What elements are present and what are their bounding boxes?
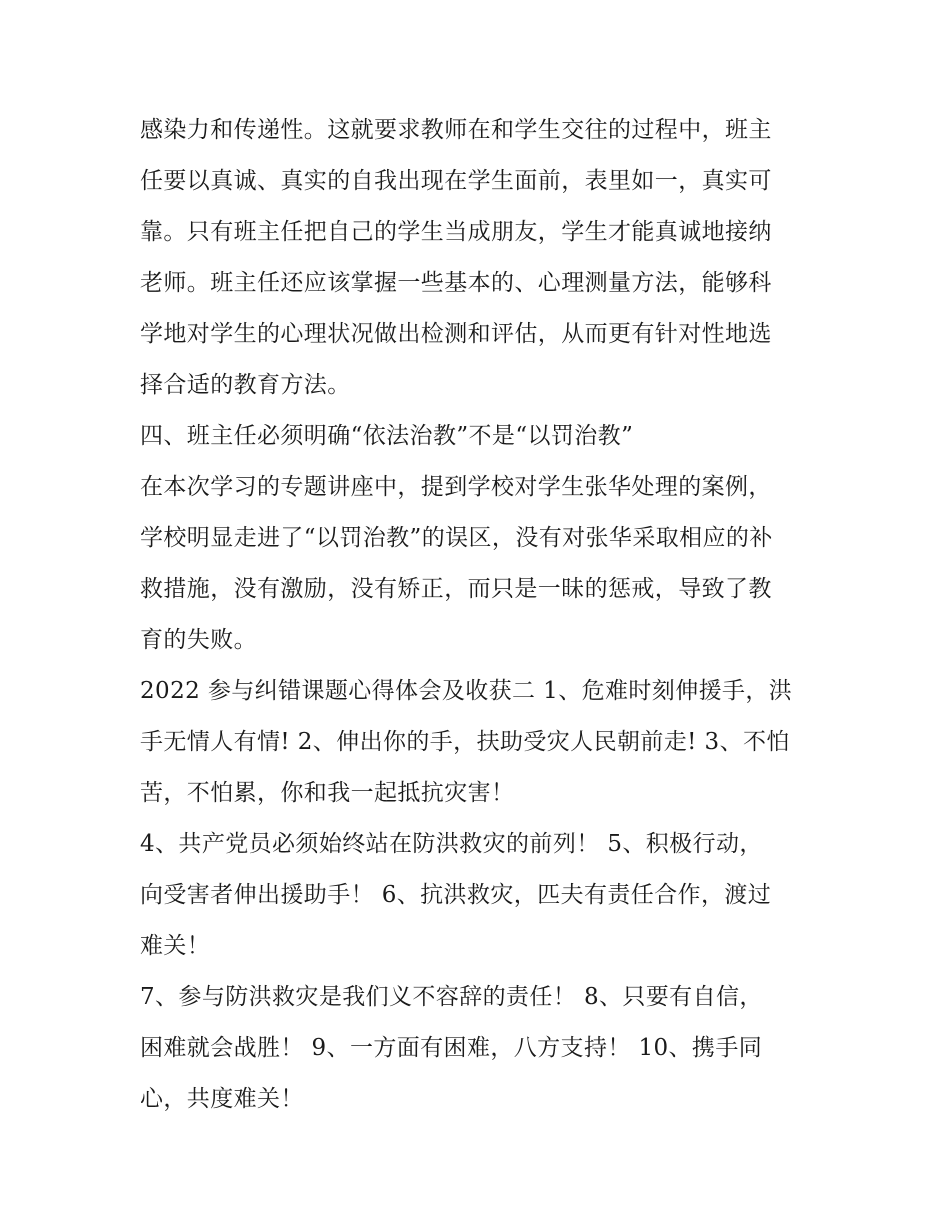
text-line: 手无情人有情! 2、伸出你的手，扶助受灾人民朝前走! 3、不怕 [140, 729, 790, 755]
paragraph-3 [140, 462, 820, 666]
text-line: 任要以真诚、真实的自我出现在学生面前，表里如一，真实可 [140, 168, 772, 194]
text-line: 择合适的教育方法。 [140, 372, 351, 398]
paragraph-5 [140, 819, 820, 972]
text-line: 老师。班主任还应该掌握一些基本的、心理测量方法，能够科 [140, 270, 772, 296]
text-line: 学地对学生的心理状况做出检测和评估，从而更有针对性地选 [140, 321, 772, 347]
text-line: 靠。只有班主任把自己的学生当成朋友，学生才能真诚地接纳 [140, 219, 772, 245]
paragraph-1 [140, 105, 820, 411]
text-line: 四、班主任必须明确“依法治教”不是“以罚治教” [140, 423, 634, 449]
text-line: 困难就会战胜！ 9、一方面有困难，八方支持！ 10、携手同 [140, 1035, 763, 1061]
text-line: 苦，不怕累，你和我一起抵抗灾害！ [140, 780, 515, 806]
section-heading [140, 411, 820, 462]
text-line: 在本次学习的专题讲座中，提到学校对学生张华处理的案例， [140, 474, 772, 500]
text-line: 难关！ [140, 933, 211, 959]
text-line: 2022 参与纠错课题心得体会及收获二 1、危难时刻伸援手，洪 [140, 678, 793, 704]
text-line: 感染力和传递性。这就要求教师在和学生交往的过程中，班主 [140, 117, 772, 143]
text-line: 育的失败。 [140, 627, 257, 653]
paragraph-4 [140, 666, 820, 819]
text-line: 学校明显走进了“以罚治教”的误区，没有对张华采取相应的补 [140, 525, 773, 551]
text-line: 7、参与防洪救灾是我们义不容辞的责任！ 8、只要有自信， [140, 984, 763, 1010]
text-line: 救措施，没有激励，没有矫正，而只是一昧的惩戒，导致了教 [140, 576, 772, 602]
document-body [140, 105, 820, 1125]
paragraph-6 [140, 972, 820, 1125]
text-line: 心，共度难关！ [140, 1086, 304, 1112]
text-line: 向受害者伸出援助手！ 6、抗洪救灾，匹夫有责任合作，渡过 [140, 882, 772, 908]
text-line: 4、共产党员必须始终站在防洪救灾的前列！ 5、积极行动， [140, 831, 763, 857]
